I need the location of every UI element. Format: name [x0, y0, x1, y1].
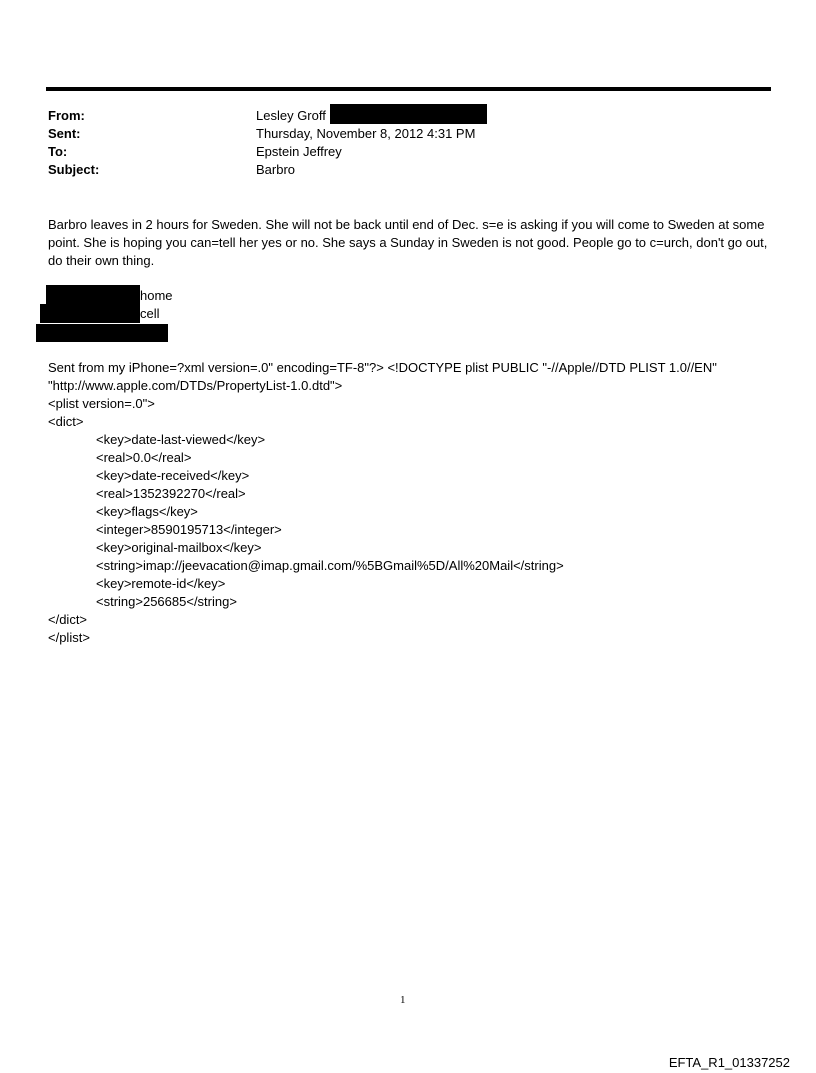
plist-line: <key>flags</key>	[96, 504, 198, 519]
message-paragraph: Barbro leaves in 2 hours for Sweden. She will not be back until end of Dec. s=e is asking if you will come to Sweden at some point. She is hoping you can=tell her yes or no. She says a Sunday in Sweden is not good. People go to c=urch, don't go out, do their own thing.	[48, 217, 768, 268]
sent-value: Thursday, November 8, 2012 4:31 PM	[256, 126, 476, 141]
plist-line: </dict>	[48, 612, 88, 627]
cell-label: cell	[140, 306, 160, 321]
bates-number: EFTA_R1_01337252	[668, 1055, 790, 1070]
header-rule	[46, 87, 771, 91]
plist-line: <real>1352392270</real>	[96, 486, 246, 501]
plist-line: </plist>	[48, 630, 90, 645]
redaction-contact	[36, 324, 168, 342]
subject-label: Subject:	[48, 162, 100, 177]
sent-from-line-2: "http://www.apple.com/DTDs/PropertyList-1.0.dtd">	[48, 378, 343, 393]
page-number: 1	[400, 994, 406, 1006]
redaction-cell-phone	[40, 304, 140, 323]
plist-line: <key>original-mailbox</key>	[96, 540, 262, 555]
plist-line: <key>remote-id</key>	[96, 576, 226, 591]
redaction-home-phone	[46, 285, 140, 304]
plist-line: <dict>	[48, 414, 84, 429]
plist-line: <string>256685</string>	[96, 594, 237, 609]
to-label: To:	[48, 144, 68, 159]
from-label: From:	[48, 108, 85, 123]
redaction-email	[330, 104, 487, 124]
plist-line: <key>date-last-viewed</key>	[96, 432, 266, 447]
sent-from-line-1: Sent from my iPhone=?xml version=.0" encoding=TF-8"?> <!DOCTYPE plist PUBLIC "-//Apple//DTD PLIST 1.0//EN"	[48, 360, 717, 375]
sent-label: Sent:	[48, 126, 81, 141]
plist-line: <key>date-received</key>	[96, 468, 250, 483]
to-value: Epstein Jeffrey	[256, 144, 342, 159]
from-value: Lesley Groff	[256, 108, 326, 123]
plist-line: <real>0.0</real>	[96, 450, 192, 465]
plist-line: <string>imap://jeevacation@imap.gmail.com/%5BGmail%5D/All%20Mail</string>	[96, 558, 564, 573]
home-label: home	[140, 288, 173, 303]
plist-line: <integer>8590195713</integer>	[96, 522, 282, 537]
plist-line: <plist version=.0">	[48, 396, 155, 411]
subject-value: Barbro	[256, 162, 296, 177]
